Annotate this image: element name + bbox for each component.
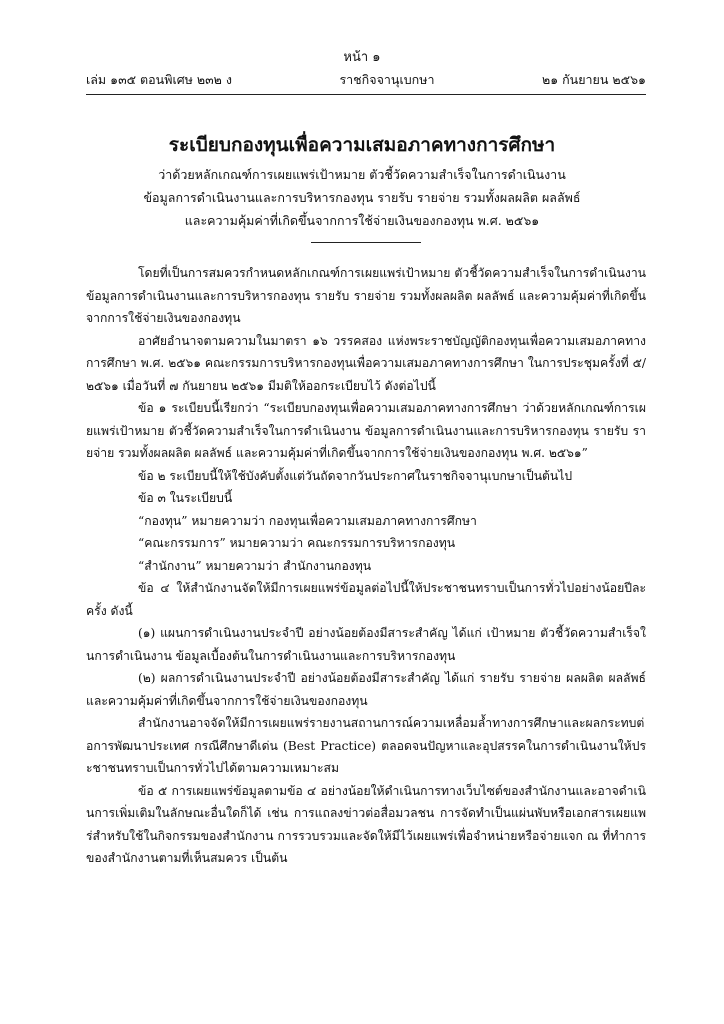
definition-committee: “คณะกรรมการ” หมายความว่า คณะกรรมการบริหารกองทุน bbox=[138, 536, 456, 550]
clause-3: ข้อ ๓ ในระเบียบนี้ bbox=[138, 491, 233, 505]
authority-paragraph: อาศัยอำนาจตามความในมาตรา ๑๖ วรรคสอง แห่งพระราชบัญญัติกองทุนเพื่อความเสมอภาคทางการศึกษา พ.ศ. ๒๕๖๑ คณะกรรมการบริหารกองทุนเพื่อความเสมอภาคทางการศึกษา ในการประชุมครั้งที่ ๕/๒๕๖๑ เมื่อวันที่ ๗ กันยายน ๒๕๖๑ มีมติให้ออกระเบียบไว้ ดังต่อไปนี้ bbox=[86, 333, 646, 393]
title-divider bbox=[311, 242, 421, 243]
gazette-header bbox=[86, 70, 646, 95]
clause-5: ข้อ ๕ การเผยแพร่ข้อมูลตามข้อ ๔ อย่างน้อยให้ดำเนินการทางเว็บไซต์ของสำนักงานและอาจดำเนินการเพิ่มเติมในลักษณะอื่นใดก็ได้ เช่น การแถลงข่าวต่อสื่อมวลชน การจัดทำเป็นแผ่นพับหรือเอกสารเผยแพร่สำหรับใช้ในกิจกรรมของสำนักงาน การรวบรวมและจัดให้มีไว้เผยแพร่เพื่อจำหน่ายหรือจ่ายแจก ณ ที่ทำการของสำนักงานตามที่เห็นสมควร เป็นต้น bbox=[86, 783, 646, 865]
document-subtitle-line-2: ข้อมูลการดำเนินงานและการบริหารกองทุน รายรับ รายจ่าย รวมทั้งผลผลิต ผลลัพธ์ bbox=[143, 190, 581, 205]
volume-info: เล่ม ๑๓๕ ตอนพิเศษ ๒๓๒ ง bbox=[86, 72, 232, 87]
clause-1: ข้อ ๑ ระเบียบนี้เรียกว่า “ระเบียบกองทุนเพื่อความเสมอภาคทางการศึกษา ว่าด้วยหลักเกณฑ์การเผยแพร่เป้าหมาย ตัวชี้วัดความสำเร็จในการดำเนินงาน ข้อมูลการดำเนินงานและการบริหารกองทุน รายรับ รายจ่าย รวมทั้งผลผลิต ผลลัพธ์ และความคุ้มค่าที่เกิดขึ้นจากการใช้จ่ายเงินของกองทุน พ.ศ. ๒๕๖๑” bbox=[86, 401, 646, 460]
clause-4-item-1: (๑) แผนการดำเนินงานประจำปี อย่างน้อยต้องมีสาระสำคัญ ได้แก่ เป้าหมาย ตัวชี้วัดความสำเร็จในการดำเนินงาน ข้อมูลเบื้องต้นในการดำเนินงานและการบริหารกองทุน bbox=[86, 626, 646, 663]
definition-fund: “กองทุน” หมายความว่า กองทุนเพื่อความเสมอภาคทางการศึกษา bbox=[138, 513, 477, 528]
preamble-paragraph: โดยที่เป็นการสมควรกำหนดหลักเกณฑ์การเผยแพร่เป้าหมาย ตัวชี้วัดความสำเร็จในการดำเนินงาน ข้อมูลการดำเนินงานและการบริหารกองทุน รายรับ รายจ่าย รวมทั้งผลผลิต ผลลัพธ์ และความคุ้มค่าที่เกิดขึ้นจากการใช้จ่ายเงินของกองทุน bbox=[86, 266, 646, 325]
page-number: หน้า ๑ bbox=[343, 50, 381, 65]
clause-4-item-2: (๒) ผลการดำเนินงานประจำปี อย่างน้อยต้องมีสาระสำคัญ ได้แก่ รายรับ รายจ่าย ผลผลิต ผลลัพธ์ และความคุ้มค่าที่เกิดขึ้นจากการใช้จ่ายเงินของกองทุน bbox=[86, 671, 646, 708]
gazette-name: ราชกิจจานุเบกษา bbox=[339, 72, 435, 87]
document-body bbox=[86, 262, 646, 870]
definition-office: “สำนักงาน” หมายความว่า สำนักงานกองทุน bbox=[138, 558, 372, 573]
document-subtitle-line-3: และความคุ้มค่าที่เกิดขึ้นจากการใช้จ่ายเงินของกองทุน พ.ศ. ๒๕๖๑ bbox=[184, 213, 540, 228]
document-subtitle-line-1: ว่าด้วยหลักเกณฑ์การเผยแพร่เป้าหมาย ตัวชี้วัดความสำเร็จในการดำเนินงาน bbox=[158, 167, 566, 182]
publication-date: ๒๑ กันยายน ๒๕๖๑ bbox=[541, 72, 646, 87]
clause-4-additional: สำนักงานอาจจัดให้มีการเผยแพร่รายงานสถานการณ์ความเหลื่อมล้ำทางการศึกษาและผลกระทบต่อการพัฒนาประเทศ กรณีศึกษาดีเด่น (Best Practice) ตลอดจนปัญหาและอุปสรรคในการดำเนินงานให้ประชาชนทราบเป็นการทั่วไปได้ตามความเหมาะสม bbox=[86, 716, 646, 775]
document-title: ระเบียบกองทุนเพื่อความเสมอภาคทางการศึกษา bbox=[168, 134, 556, 156]
clause-2: ข้อ ๒ ระเบียบนี้ให้ใช้บังคับตั้งแต่วันถัดจากวันประกาศในราชกิจจานุเบกษาเป็นต้นไป bbox=[138, 468, 573, 483]
clause-4: ข้อ ๔ ให้สำนักงานจัดให้มีการเผยแพร่ข้อมูลต่อไปนี้ให้ประชาชนทราบเป็นการทั่วไปอย่างน้อยปีละครั้ง ดังนี้ bbox=[86, 581, 646, 618]
